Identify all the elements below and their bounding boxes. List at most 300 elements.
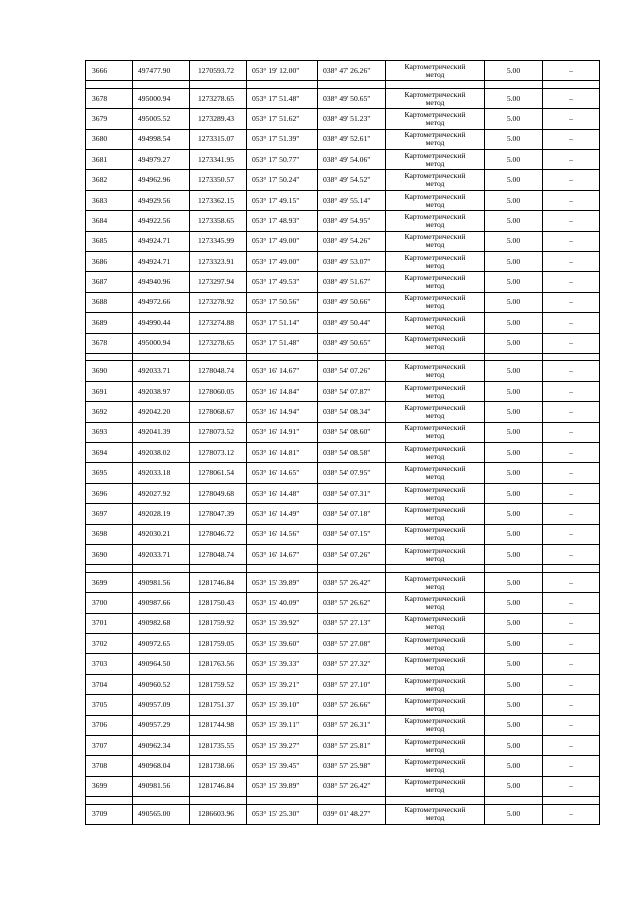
method-line-1: Картометрический <box>404 593 466 603</box>
accuracy-cell: 5.00 <box>485 402 543 422</box>
longitude-cell: 038° 57' 26.66" <box>318 695 386 715</box>
table-row <box>86 593 600 613</box>
y-coordinate-cell: 1270593.72 <box>190 61 247 81</box>
point-number-cell: 3698 <box>86 524 133 544</box>
separator-cell <box>190 565 247 573</box>
method-line-1: Картометрический <box>404 443 466 453</box>
latitude-cell: 053° 16' 14.49" <box>247 504 318 524</box>
point-number-cell: 3705 <box>86 695 133 715</box>
accuracy-cell: 5.00 <box>485 150 543 170</box>
separator-cell <box>318 353 386 361</box>
method-cell <box>386 313 485 333</box>
latitude-cell: 053° 17' 51.48" <box>247 333 318 353</box>
longitude-cell: 038° 57' 25.98" <box>318 756 386 776</box>
table-row <box>86 313 600 333</box>
method-line-2: метод <box>425 663 445 673</box>
method-line-2: метод <box>425 451 445 461</box>
separator-row <box>86 565 600 573</box>
table-row <box>86 504 600 524</box>
separator-cell <box>133 797 190 805</box>
method-line-1: Картометрический <box>404 362 466 372</box>
y-coordinate-cell: 1286603.96 <box>190 804 247 824</box>
latitude-cell: 053° 15' 25.30" <box>247 804 318 824</box>
point-number-cell: 3682 <box>86 170 133 190</box>
coordinates-table <box>85 60 600 825</box>
longitude-cell: 038° 49' 52.61" <box>318 129 386 149</box>
table-row <box>86 422 600 442</box>
note-cell: – <box>543 129 600 149</box>
x-coordinate-cell: 492038.02 <box>133 443 190 463</box>
latitude-cell: 053° 17' 51.48" <box>247 88 318 108</box>
separator-cell <box>543 81 600 89</box>
method-line-2: метод <box>425 158 445 168</box>
method-line-2: метод <box>425 703 445 713</box>
coordinates-table-body <box>86 61 600 825</box>
method-line-2: метод <box>425 390 445 400</box>
table-row <box>86 544 600 564</box>
note-cell: – <box>543 654 600 674</box>
longitude-cell: 038° 54' 07.26" <box>318 544 386 564</box>
accuracy-cell: 5.00 <box>485 695 543 715</box>
longitude-cell: 038° 57' 26.42" <box>318 572 386 592</box>
note-cell: – <box>543 272 600 292</box>
point-number-cell: 3702 <box>86 634 133 654</box>
table-row <box>86 654 600 674</box>
method-cell <box>386 613 485 633</box>
note-cell: – <box>543 231 600 251</box>
method-cell <box>386 504 485 524</box>
latitude-cell: 053° 17' 51.62" <box>247 109 318 129</box>
note-cell: – <box>543 381 600 401</box>
method-line-2: метод <box>425 744 445 754</box>
method-line-2: метод <box>425 199 445 209</box>
table-row <box>86 292 600 312</box>
table-row <box>86 443 600 463</box>
y-coordinate-cell: 1273323.91 <box>190 252 247 272</box>
accuracy-cell: 5.00 <box>485 524 543 544</box>
method-cell <box>386 674 485 694</box>
method-line-1: Картометрический <box>404 89 466 99</box>
y-coordinate-cell: 1273278.92 <box>190 292 247 312</box>
point-number-cell: 3685 <box>86 231 133 251</box>
method-line-1: Картометрический <box>404 382 466 392</box>
method-line-2: метод <box>425 281 445 291</box>
y-coordinate-cell: 1273358.65 <box>190 211 247 231</box>
separator-cell <box>133 353 190 361</box>
point-number-cell: 3680 <box>86 129 133 149</box>
point-number-cell: 3690 <box>86 361 133 381</box>
method-line-1: Картометрический <box>404 191 466 201</box>
note-cell: – <box>543 463 600 483</box>
latitude-cell: 053° 16' 14.81" <box>247 443 318 463</box>
note-cell: – <box>543 361 600 381</box>
y-coordinate-cell: 1278068.67 <box>190 402 247 422</box>
x-coordinate-cell: 494979.27 <box>133 150 190 170</box>
latitude-cell: 053° 16' 14.67" <box>247 361 318 381</box>
x-coordinate-cell: 494922.56 <box>133 211 190 231</box>
method-cell <box>386 544 485 564</box>
latitude-cell: 053° 15' 39.89" <box>247 572 318 592</box>
longitude-cell: 038° 49' 55.14" <box>318 190 386 210</box>
table-row <box>86 736 600 756</box>
point-number-cell: 3697 <box>86 504 133 524</box>
y-coordinate-cell: 1281746.84 <box>190 572 247 592</box>
method-line-1: Картометрический <box>404 313 466 323</box>
accuracy-cell: 5.00 <box>485 211 543 231</box>
method-line-2: метод <box>425 622 445 632</box>
method-line-1: Картометрический <box>404 805 466 815</box>
y-coordinate-cell: 1281751.37 <box>190 695 247 715</box>
longitude-cell: 038° 54' 07.15" <box>318 524 386 544</box>
method-line-2: метод <box>425 785 445 795</box>
note-cell: – <box>543 483 600 503</box>
note-cell: – <box>543 170 600 190</box>
latitude-cell: 053° 19' 12.00" <box>247 61 318 81</box>
table-row <box>86 804 600 824</box>
point-number-cell: 3690 <box>86 544 133 564</box>
latitude-cell: 053° 16' 14.91" <box>247 422 318 442</box>
longitude-cell: 038° 57' 27.32" <box>318 654 386 674</box>
note-cell: – <box>543 190 600 210</box>
longitude-cell: 038° 54' 07.95" <box>318 463 386 483</box>
method-cell <box>386 61 485 81</box>
separator-cell <box>247 81 318 89</box>
x-coordinate-cell: 490565.00 <box>133 804 190 824</box>
y-coordinate-cell: 1281759.05 <box>190 634 247 654</box>
method-line-2: метод <box>425 219 445 229</box>
table-row <box>86 129 600 149</box>
latitude-cell: 053° 17' 50.77" <box>247 150 318 170</box>
y-coordinate-cell: 1273345.99 <box>190 231 247 251</box>
separator-cell <box>86 797 133 805</box>
method-line-1: Картометрический <box>404 504 466 514</box>
method-line-1: Картометрический <box>404 545 466 555</box>
y-coordinate-cell: 1281744.98 <box>190 715 247 735</box>
y-coordinate-cell: 1278073.52 <box>190 422 247 442</box>
y-coordinate-cell: 1273362.15 <box>190 190 247 210</box>
method-line-1: Картометрический <box>404 232 466 242</box>
method-cell <box>386 715 485 735</box>
latitude-cell: 053° 15' 39.33" <box>247 654 318 674</box>
method-line-2: метод <box>425 410 445 420</box>
separator-cell <box>133 81 190 89</box>
method-cell <box>386 109 485 129</box>
point-number-cell: 3696 <box>86 483 133 503</box>
y-coordinate-cell: 1278061.54 <box>190 463 247 483</box>
table-row <box>86 381 600 401</box>
longitude-cell: 038° 49' 53.07" <box>318 252 386 272</box>
method-line-2: метод <box>425 260 445 270</box>
x-coordinate-cell: 494924.71 <box>133 231 190 251</box>
y-coordinate-cell: 1278048.74 <box>190 544 247 564</box>
accuracy-cell: 5.00 <box>485 381 543 401</box>
x-coordinate-cell: 494998.54 <box>133 129 190 149</box>
x-coordinate-cell: 492041.39 <box>133 422 190 442</box>
latitude-cell: 053° 15' 39.10" <box>247 695 318 715</box>
point-number-cell: 3678 <box>86 88 133 108</box>
note-cell: – <box>543 402 600 422</box>
latitude-cell: 053° 15' 39.21" <box>247 674 318 694</box>
longitude-cell: 038° 57' 27.08" <box>318 634 386 654</box>
y-coordinate-cell: 1273278.65 <box>190 88 247 108</box>
y-coordinate-cell: 1273278.65 <box>190 333 247 353</box>
latitude-cell: 053° 15' 39.92" <box>247 613 318 633</box>
y-coordinate-cell: 1273341.95 <box>190 150 247 170</box>
note-cell: – <box>543 88 600 108</box>
method-line-1: Картометрический <box>404 61 466 71</box>
method-cell <box>386 333 485 353</box>
latitude-cell: 053° 16' 14.84" <box>247 381 318 401</box>
method-cell <box>386 170 485 190</box>
table-row <box>86 483 600 503</box>
table-row <box>86 61 600 81</box>
accuracy-cell: 5.00 <box>485 634 543 654</box>
latitude-cell: 053° 17' 48.93" <box>247 211 318 231</box>
method-line-1: Картометрический <box>404 634 466 644</box>
method-line-1: Картометрический <box>404 573 466 583</box>
longitude-cell: 038° 47' 26.26" <box>318 61 386 81</box>
method-line-1: Картометрический <box>404 777 466 787</box>
method-line-2: метод <box>425 431 445 441</box>
table-row <box>86 88 600 108</box>
separator-cell <box>318 797 386 805</box>
note-cell: – <box>543 715 600 735</box>
method-line-1: Картометрический <box>404 402 466 412</box>
separator-row <box>86 81 600 89</box>
note-cell: – <box>543 572 600 592</box>
x-coordinate-cell: 490972.65 <box>133 634 190 654</box>
x-coordinate-cell: 492033.71 <box>133 361 190 381</box>
point-number-cell: 3681 <box>86 150 133 170</box>
accuracy-cell: 5.00 <box>485 463 543 483</box>
separator-cell <box>386 81 485 89</box>
point-number-cell: 3689 <box>86 313 133 333</box>
point-number-cell: 3694 <box>86 443 133 463</box>
point-number-cell: 3691 <box>86 381 133 401</box>
longitude-cell: 038° 49' 54.06" <box>318 150 386 170</box>
latitude-cell: 053° 15' 39.89" <box>247 776 318 796</box>
latitude-cell: 053° 17' 49.00" <box>247 231 318 251</box>
x-coordinate-cell: 490964.50 <box>133 654 190 674</box>
accuracy-cell: 5.00 <box>485 654 543 674</box>
point-number-cell: 3693 <box>86 422 133 442</box>
note-cell: – <box>543 756 600 776</box>
y-coordinate-cell: 1281746.84 <box>190 776 247 796</box>
point-number-cell: 3686 <box>86 252 133 272</box>
method-line-2: метод <box>425 69 445 79</box>
method-cell <box>386 292 485 312</box>
accuracy-cell: 5.00 <box>485 333 543 353</box>
table-row <box>86 231 600 251</box>
method-line-1: Картометрический <box>404 655 466 665</box>
method-line-1: Картометрический <box>404 334 466 344</box>
separator-row <box>86 353 600 361</box>
separator-row <box>86 797 600 805</box>
x-coordinate-cell: 492027.92 <box>133 483 190 503</box>
longitude-cell: 038° 57' 26.62" <box>318 593 386 613</box>
table-row <box>86 524 600 544</box>
point-number-cell: 3679 <box>86 109 133 129</box>
accuracy-cell: 5.00 <box>485 544 543 564</box>
accuracy-cell: 5.00 <box>485 170 543 190</box>
separator-cell <box>190 797 247 805</box>
point-number-cell: 3695 <box>86 463 133 483</box>
y-coordinate-cell: 1273289.43 <box>190 109 247 129</box>
method-cell <box>386 736 485 756</box>
method-cell <box>386 361 485 381</box>
method-line-1: Картометрический <box>404 525 466 535</box>
table-row <box>86 572 600 592</box>
point-number-cell: 3701 <box>86 613 133 633</box>
x-coordinate-cell: 492038.97 <box>133 381 190 401</box>
latitude-cell: 053° 16' 14.56" <box>247 524 318 544</box>
longitude-cell: 039° 01' 48.27" <box>318 804 386 824</box>
separator-cell <box>386 565 485 573</box>
latitude-cell: 053° 16' 14.67" <box>247 544 318 564</box>
method-line-1: Картометрический <box>404 211 466 221</box>
point-number-cell: 3708 <box>86 756 133 776</box>
longitude-cell: 038° 49' 50.44" <box>318 313 386 333</box>
method-cell <box>386 695 485 715</box>
method-line-2: метод <box>425 581 445 591</box>
accuracy-cell: 5.00 <box>485 715 543 735</box>
method-cell <box>386 463 485 483</box>
x-coordinate-cell: 494962.96 <box>133 170 190 190</box>
table-row <box>86 695 600 715</box>
method-cell <box>386 150 485 170</box>
x-coordinate-cell: 492033.18 <box>133 463 190 483</box>
y-coordinate-cell: 1281735.55 <box>190 736 247 756</box>
method-line-1: Картометрический <box>404 695 466 705</box>
method-cell <box>386 634 485 654</box>
accuracy-cell: 5.00 <box>485 776 543 796</box>
longitude-cell: 038° 54' 08.60" <box>318 422 386 442</box>
y-coordinate-cell: 1281750.43 <box>190 593 247 613</box>
method-line-2: метод <box>425 813 445 823</box>
x-coordinate-cell: 495005.52 <box>133 109 190 129</box>
method-cell <box>386 211 485 231</box>
accuracy-cell: 5.00 <box>485 252 543 272</box>
method-cell <box>386 422 485 442</box>
latitude-cell: 053° 17' 49.00" <box>247 252 318 272</box>
method-line-2: метод <box>425 533 445 543</box>
table-row <box>86 776 600 796</box>
method-cell <box>386 231 485 251</box>
longitude-cell: 038° 49' 50.65" <box>318 88 386 108</box>
latitude-cell: 053° 17' 50.56" <box>247 292 318 312</box>
y-coordinate-cell: 1281738.66 <box>190 756 247 776</box>
method-line-2: метод <box>425 370 445 380</box>
point-number-cell: 3666 <box>86 61 133 81</box>
latitude-cell: 053° 17' 50.24" <box>247 170 318 190</box>
table-row <box>86 613 600 633</box>
accuracy-cell: 5.00 <box>485 272 543 292</box>
method-line-2: метод <box>425 342 445 352</box>
y-coordinate-cell: 1278047.39 <box>190 504 247 524</box>
x-coordinate-cell: 490962.34 <box>133 736 190 756</box>
method-line-1: Картометрический <box>404 716 466 726</box>
method-line-2: метод <box>425 642 445 652</box>
longitude-cell: 038° 49' 51.67" <box>318 272 386 292</box>
longitude-cell: 038° 54' 08.58" <box>318 443 386 463</box>
point-number-cell: 3678 <box>86 333 133 353</box>
longitude-cell: 038° 57' 26.31" <box>318 715 386 735</box>
accuracy-cell: 5.00 <box>485 504 543 524</box>
accuracy-cell: 5.00 <box>485 190 543 210</box>
note-cell: – <box>543 613 600 633</box>
method-cell <box>386 572 485 592</box>
table-row <box>86 756 600 776</box>
point-number-cell: 3683 <box>86 190 133 210</box>
separator-cell <box>190 353 247 361</box>
method-line-2: метод <box>425 138 445 148</box>
latitude-cell: 053° 15' 39.27" <box>247 736 318 756</box>
latitude-cell: 053° 15' 39.60" <box>247 634 318 654</box>
longitude-cell: 038° 54' 07.18" <box>318 504 386 524</box>
note-cell: – <box>543 674 600 694</box>
method-line-2: метод <box>425 765 445 775</box>
method-line-1: Картометрический <box>404 273 466 283</box>
note-cell: – <box>543 736 600 756</box>
x-coordinate-cell: 497477.90 <box>133 61 190 81</box>
method-cell <box>386 524 485 544</box>
method-line-2: метод <box>425 179 445 189</box>
x-coordinate-cell: 492033.71 <box>133 544 190 564</box>
longitude-cell: 038° 54' 07.87" <box>318 381 386 401</box>
accuracy-cell: 5.00 <box>485 613 543 633</box>
x-coordinate-cell: 492028.19 <box>133 504 190 524</box>
separator-cell <box>543 353 600 361</box>
x-coordinate-cell: 494924.71 <box>133 252 190 272</box>
accuracy-cell: 5.00 <box>485 572 543 592</box>
separator-cell <box>86 565 133 573</box>
separator-cell <box>133 565 190 573</box>
method-line-2: метод <box>425 553 445 563</box>
accuracy-cell: 5.00 <box>485 736 543 756</box>
note-cell: – <box>543 292 600 312</box>
separator-cell <box>485 81 543 89</box>
x-coordinate-cell: 495000.94 <box>133 333 190 353</box>
method-cell <box>386 443 485 463</box>
method-cell <box>386 654 485 674</box>
latitude-cell: 053° 17' 49.53" <box>247 272 318 292</box>
method-line-2: метод <box>425 301 445 311</box>
note-cell: – <box>543 804 600 824</box>
point-number-cell: 3704 <box>86 674 133 694</box>
note-cell: – <box>543 524 600 544</box>
accuracy-cell: 5.00 <box>485 443 543 463</box>
note-cell: – <box>543 333 600 353</box>
accuracy-cell: 5.00 <box>485 88 543 108</box>
method-line-2: метод <box>425 724 445 734</box>
accuracy-cell: 5.00 <box>485 61 543 81</box>
method-cell <box>386 804 485 824</box>
accuracy-cell: 5.00 <box>485 313 543 333</box>
method-line-1: Картометрический <box>404 109 466 119</box>
x-coordinate-cell: 490982.68 <box>133 613 190 633</box>
method-line-2: метод <box>425 512 445 522</box>
table-row <box>86 252 600 272</box>
note-cell: – <box>543 211 600 231</box>
y-coordinate-cell: 1278049.68 <box>190 483 247 503</box>
method-line-2: метод <box>425 492 445 502</box>
y-coordinate-cell: 1278046.72 <box>190 524 247 544</box>
separator-cell <box>318 565 386 573</box>
separator-cell <box>318 81 386 89</box>
note-cell: – <box>543 504 600 524</box>
method-cell <box>386 483 485 503</box>
method-cell <box>386 593 485 613</box>
